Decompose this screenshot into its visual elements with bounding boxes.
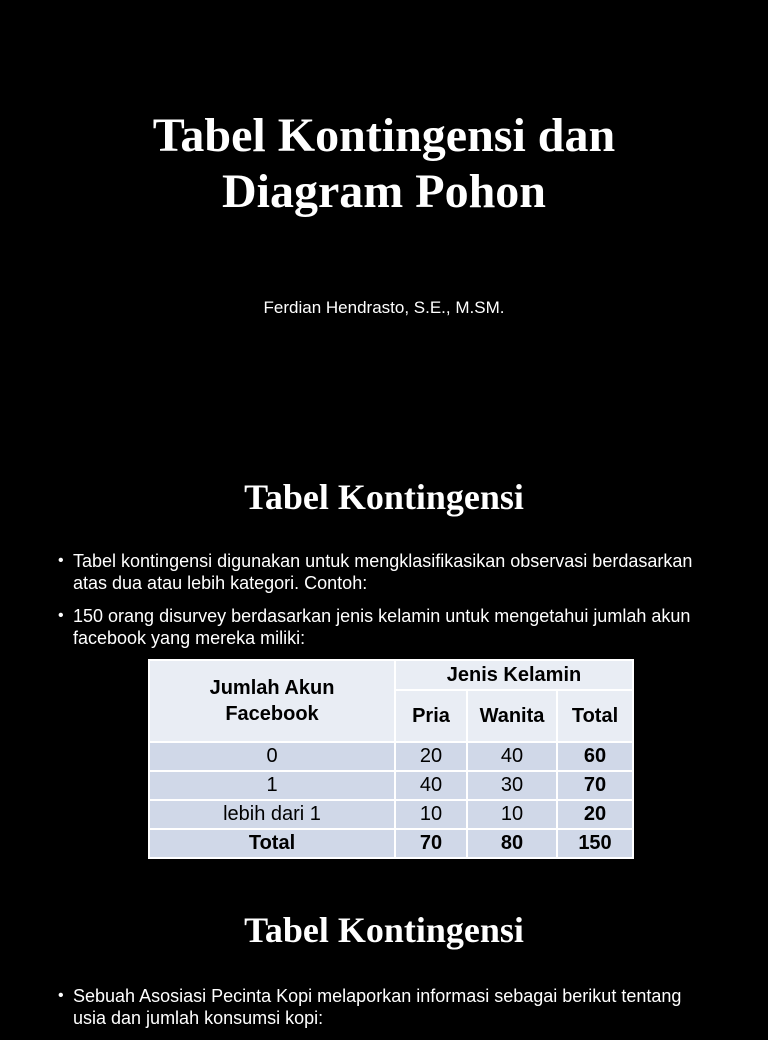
cell-pria: 40 xyxy=(395,771,467,800)
group-header: Jenis Kelamin xyxy=(395,660,633,690)
row-header-cell xyxy=(149,660,395,742)
column-header-wanita: Wanita xyxy=(467,690,557,742)
cell-total: 70 xyxy=(557,771,633,800)
cell-pria: 10 xyxy=(395,800,467,829)
table-row-total xyxy=(149,829,633,858)
row-header-line-1: Jumlah Akun xyxy=(209,677,335,699)
table-row xyxy=(149,800,633,829)
row-header-line-2: Facebook xyxy=(225,703,319,725)
title-line-1: Tabel Kontingensi dan xyxy=(152,109,616,162)
row-label: 1 xyxy=(149,771,395,800)
cell-total: 60 xyxy=(557,742,633,771)
cell-wanita: 10 xyxy=(467,800,557,829)
cell-wanita: 30 xyxy=(467,771,557,800)
table-row xyxy=(149,771,633,800)
title-slide xyxy=(0,0,768,430)
slide-title: Tabel Kontingensi xyxy=(244,477,524,517)
contingency-slide-1 xyxy=(0,430,768,875)
slide-title: Tabel Kontingensi xyxy=(244,910,524,950)
column-header-pria: Pria xyxy=(395,690,467,742)
cell-wanita: 40 xyxy=(467,742,557,771)
bullet-item: • Tabel kontingensi digunakan untuk mengklasifikasikan observasi berdasarkan atas dua atau lebih kategori. Contoh: xyxy=(58,550,718,594)
bullet-item: • Sebuah Asosiasi Pecinta Kopi melaporkan informasi sebagai berikut tentang usia dan jumlah konsumsi kopi: xyxy=(58,985,718,1029)
bullet-list xyxy=(58,985,718,1040)
row-label: lebih dari 1 xyxy=(149,800,395,829)
bullet-item: • 150 orang disurvey berdasarkan jenis kelamin untuk mengetahui jumlah akun facebook yang mereka miliki: xyxy=(58,605,718,649)
row-label: Total xyxy=(149,829,395,858)
table-row xyxy=(149,742,633,771)
cell-wanita: 80 xyxy=(467,829,557,858)
cell-total: 150 xyxy=(557,829,633,858)
column-header-total: Total xyxy=(557,690,633,742)
presentation-title xyxy=(0,108,768,220)
cell-pria: 70 xyxy=(395,829,467,858)
cell-total: 20 xyxy=(557,800,633,829)
bullet-list xyxy=(58,550,718,660)
row-label: 0 xyxy=(149,742,395,771)
author-name: Ferdian Hendrasto, S.E., M.SM. xyxy=(263,298,505,317)
contingency-slide-2 xyxy=(0,875,768,1028)
cell-pria: 20 xyxy=(395,742,467,771)
title-line-2: Diagram Pohon xyxy=(222,165,546,218)
contingency-table xyxy=(148,659,634,859)
